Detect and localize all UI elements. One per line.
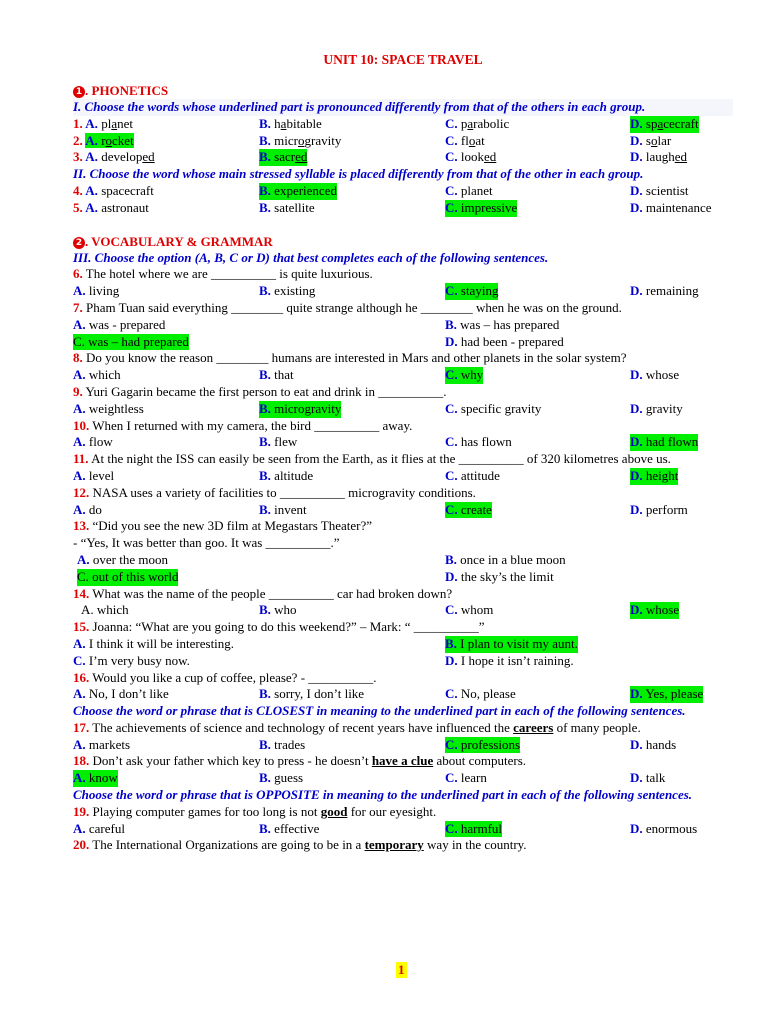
question-17-options: A. markets B. trades C. professions D. hands <box>73 736 677 752</box>
answer-highlight: D. whose <box>630 602 680 618</box>
question-8-options: A. which B. that C. why D. whose <box>73 367 680 383</box>
question-6-stem: 6. The hotel where we are __________ is quite luxurious. <box>73 266 373 282</box>
question-7-options-1: A. was - prepared B. was – has prepared <box>73 316 560 332</box>
question-13-options-1: A. over the moon B. once in a blue moon <box>77 551 566 567</box>
answer-highlight: C. harmful <box>445 820 503 836</box>
instruction-closest: Choose the word or phrase that is CLOSEST in meaning to the underlined part in each of the following sentences. <box>73 703 686 719</box>
question-15-options-1: A. I think it will be interesting. B. I plan to visit my aunt. <box>73 635 578 651</box>
question-8-stem: 8. Do you know the reason ________ humans are interested in Mars and other planets in the solar system? <box>73 350 627 366</box>
answer-highlight: C. professions <box>445 736 521 752</box>
question-16-options: A. No, I don’t like B. sorry, I don’t like C. No, please D. Yes, please <box>73 686 704 702</box>
question-16-stem: 16. Would you like a cup of coffee, please? - __________. <box>73 669 377 685</box>
question-20-stem: 20. The International Organizations are going to be in a temporary way in the country. <box>73 837 527 853</box>
question-6-options: A. living B. existing C. staying D. remaining <box>73 283 699 299</box>
answer-highlight: A. know <box>73 770 118 786</box>
question-19-stem: 19. Playing computer games for too long is not good for our eyesight. <box>73 803 437 819</box>
question-7-options-2: C. was – had prepared D. had been - prepared <box>73 333 564 349</box>
answer-highlight: D. had flown <box>630 434 699 450</box>
instruction-iii: III. Choose the option (A, B, C or D) that best completes each of the following sentences. <box>73 249 549 265</box>
answer-highlight: B. sacred <box>259 149 308 165</box>
question-15-options-2: C. I’m very busy now. D. I hope it isn’t raining. <box>73 652 574 668</box>
answer-highlight: B. microgravity <box>259 400 342 416</box>
number-2-icon: 2 <box>73 237 85 249</box>
answer-highlight: C. why <box>445 367 484 383</box>
page-title: UNIT 10: SPACE TRAVEL <box>323 52 483 67</box>
answer-highlight: B. I plan to visit my aunt. <box>445 635 578 651</box>
answer-highlight: B. experienced <box>259 182 337 198</box>
question-13-stem: 13. “Did you see the new 3D film at Megastars Theater?” <box>73 518 373 534</box>
question-5: 5. A. astronaut B. satellite C. impressive D. maintenance <box>73 199 712 215</box>
instruction-ii: II. Choose the word whose main stressed syllable is placed differently from that of the other in each group. <box>73 166 644 182</box>
question-17-stem: 17. The achievements of science and technology of recent years have influenced the careers of many people. <box>73 719 641 735</box>
instruction-i: I. Choose the words whose underlined part is pronounced differently from that of the others in each group. <box>73 99 733 116</box>
answer-highlight: C. create <box>445 501 492 517</box>
question-11-stem: 11. At the night the ISS can easily be seen from the Earth, as it flies at the __________ of 320 kilometres above us. <box>73 451 671 467</box>
question-14-stem: 14. What was the name of the people __________ car had broken down? <box>73 585 453 601</box>
question-14-options: A. which B. who C. whom D. whose <box>81 602 680 618</box>
section-vocabulary-heading: 2 . VOCABULARY & GRAMMAR <box>73 233 733 250</box>
question-10-stem: 10. When I returned with my camera, the bird __________ away. <box>73 417 413 433</box>
question-19-options: A. careful B. effective C. harmful D. enormous <box>73 820 698 836</box>
question-1: 1. A. planet B. habitable C. parabolic D. spacecraft <box>73 115 699 131</box>
question-13-options-2: C. out of this world D. the sky’s the limit <box>77 568 554 584</box>
answer-highlight: C. was – had prepared <box>73 333 189 349</box>
question-4: 4. A. spacecraft B. experienced C. planet D. scientist <box>73 182 689 198</box>
question-18-stem: 18. Don’t ask your father which key to press - he doesn’t have a clue about computers. <box>73 753 527 769</box>
section-phonetics-heading: 1 . PHONETICS <box>73 82 733 99</box>
question-10-options: A. flow B. flew C. has flown D. had flown <box>73 434 699 450</box>
question-15-stem: 15. Joanna: “What are you going to do this weekend?” – Mark: “ __________” <box>73 619 485 635</box>
page-number: 1 <box>398 962 405 977</box>
answer-highlight: D. Yes, please <box>630 686 704 702</box>
question-13-stem-2: - “Yes, It was better than goo. It was __________.” <box>73 535 340 551</box>
number-1-icon: 1 <box>73 86 85 98</box>
question-12-options: A. do B. invent C. create D. perform <box>73 501 688 517</box>
question-3: 3. A. developed B. sacred C. looked D. laughed <box>73 149 688 165</box>
worksheet-page <box>73 50 733 854</box>
answer-highlight: C. out of this world <box>77 568 179 584</box>
answer-highlight: C. impressive <box>445 199 518 215</box>
question-9-stem: 9. Yuri Gagarin became the first person to eat and drink in __________. <box>73 383 447 399</box>
question-2: 2. A. rocket B. microgravity C. float D. solar <box>73 132 672 148</box>
question-12-stem: 12. NASA uses a variety of facilities to __________ microgravity conditions. <box>73 484 476 500</box>
question-9-options: A. weightless B. microgravity C. specific gravity D. gravity <box>73 400 683 416</box>
instruction-opposite: Choose the word or phrase that is OPPOSITE in meaning to the underlined part in each of the following sentences. <box>73 787 693 803</box>
answer-highlight: C. staying <box>445 283 499 299</box>
question-7-stem: 7. Pham Tuan said everything ________ quite strange although he ________ when he was on the ground. <box>73 299 622 315</box>
question-11-options: A. level B. altitude C. attitude D. height <box>73 467 679 483</box>
answer-highlight: A. rocket <box>85 132 134 148</box>
question-18-options: A. know B. guess C. learn D. talk <box>73 770 666 786</box>
answer-highlight: D. height <box>630 467 679 483</box>
answer-highlight: D. spacecraft <box>630 115 699 131</box>
